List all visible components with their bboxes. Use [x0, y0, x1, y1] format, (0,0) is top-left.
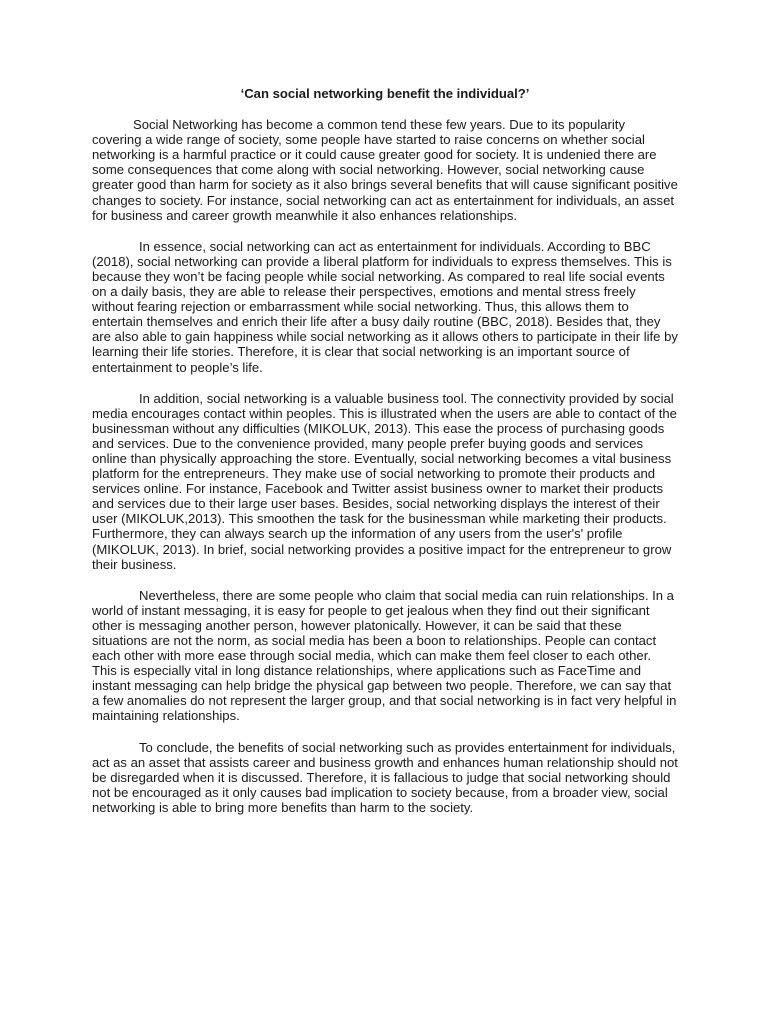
essay-title: ‘Can social networking benefit the individual?’ [240, 86, 530, 101]
document-body [92, 86, 678, 831]
paragraph-entertainment: In essence, social networking can act as entertainment for individuals. According to BBC (2018), social networking can provide a liberal platform for individuals to express themselves. This is because they won’t be facing people while social networking. As compared to real life social events on a daily basis, they are able to release their perspectives, emotions and mental stress freely without fearing rejection or embarrassment while social networking. Thus, this allows them to entertain themselves and enrich their life after a busy daily routine (BBC, 2018). Besides that, they are also able to gain happiness while social networking as it allows others to participate in their life by learning their life stories. Therefore, it is clear that social networking is an important source of entertainment to people’s life. [92, 238, 678, 375]
paragraph-relationships: Nevertheless, there are some people who claim that social media can ruin relationships. In a world of instant messaging, it is easy for people to get jealous when they find out their significant other is messaging another person, however platonically. However, it can be said that these situations are not the norm, as social media has been a boon to relationships. People can contact each other with more ease through social media, which can make them feel closer to each other. This is especially vital in long distance relationships, where applications such as FaceTime and instant messaging can help bridge the physical gap between two people. Therefore, we can say that a few anomalies do not represent the larger group, and that social networking is in fact very helpful in maintaining relationships. [92, 587, 677, 724]
paragraph-business: In addition, social networking is a valuable business tool. The connectivity provided by social media encourages contact within peoples. This is illustrated when the users are able to contact of the businessman without any difficulties (MIKOLUK, 2013). This ease the process of purchasing goods and services. Due to the convenience provided, many people prefer buying goods and services online than physically approaching the store. Eventually, social networking becomes a vital business platform for the entrepreneurs. They make use of social networking to promote their products and services online. For instance, Facebook and Twitter assist business owner to market their products and services due to their large user bases. Besides, social networking displays the interest of their user (MIKOLUK,2013). This smoothen the task for the businessman while marketing their products. Furthermore, they can always search up the information of any users from the user's' profile (MIKOLUK, 2013). In brief, social networking provides a positive impact for the entrepreneur to grow their business. [92, 390, 677, 572]
paragraph-conclusion: To conclude, the benefits of social networking such as provides entertainment for individuals, act as an asset that assists career and business growth and enhances human relationship should not be disregarded when it is discussed. Therefore, it is fallacious to judge that social networking should not be encouraged as it only causes bad implication to society because, from a broader view, social networking is able to bring more benefits than harm to the society. [92, 739, 678, 815]
paragraph-introduction: Social Networking has become a common tend these few years. Due to its popularity covering a wide range of society, some people have started to raise concerns on whether social networking is a harmful practice or it could cause greater good for society. It is undenied there are some consequences that come along with social networking. However, social networking cause greater good than harm for society as it also brings several benefits that will cause significant positive changes to society. For instance, social networking can act as entertainment for individuals, an asset for business and career growth meanwhile it also enhances relationships. [92, 117, 678, 223]
